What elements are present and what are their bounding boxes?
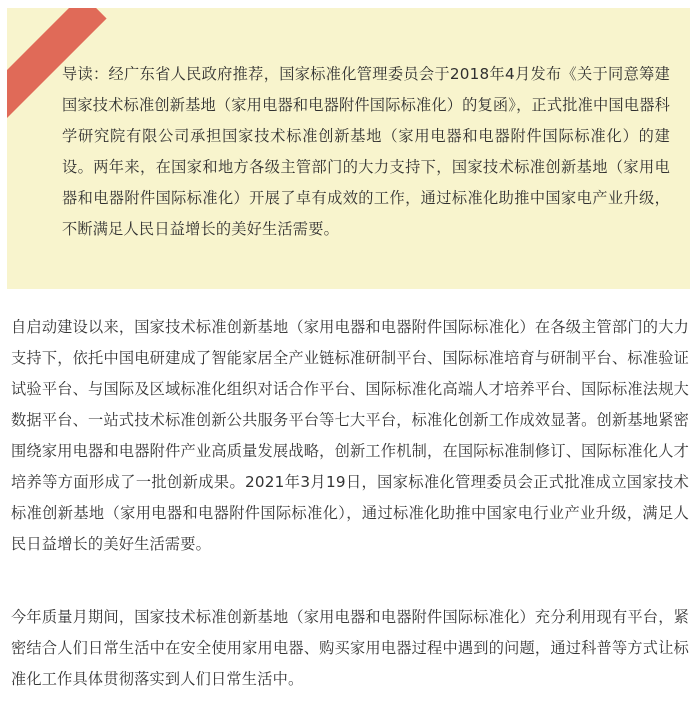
intro-text bbox=[62, 59, 670, 245]
body-paragraph-2: 今年质量月期间，国家技术标准创新基地（家用电器和电器附件国际标准化）充分利用现有平台，紧密结合人们日常生活中在安全使用家用电器、购买家用电器过程中遇到的问题，通过科普等方式让标准化工作具体贯彻落实到人们日常生活中。 bbox=[11, 608, 689, 688]
intro-label: 导读： bbox=[62, 65, 109, 83]
intro-box bbox=[7, 8, 690, 289]
body-paragraph-1: 自启动建设以来，国家技术标准创新基地（家用电器和电器附件国际标准化）在各级主管部门的大力支持下，依托中国电研建成了智能家居全产业链标准研制平台、国际标准培育与研制平台、标准验证试验平台、与国际及区域标准化组织对话合作平台、国际标准化高端人才培养平台、国际标准法规大数据平台、一站式技术标准创新公共服务平台等七大平台，标准化创新工作成效显著。创新基地紧密围绕家用电器和电器附件产业高质量发展战略，创新工作机制，在国际标准制修订、国际标准化人才培养等方面形成了一批创新成果。2021年3月19日，国家标准化管理委员会正式批准成立国家技术标准创新基地（家用电器和电器附件国际标准化），通过标准化助推中国家电行业产业升级，满足人民日益增长的美好生活需要。 bbox=[11, 318, 689, 553]
intro-body: 经广东省人民政府推荐，国家标准化管理委员会于2018年4月发布《关于同意筹建国家技术标准创新基地（家用电器和电器附件国际标准化）的复函》，正式批准中国电器科学研究院有限公司承担国家技术标准创新基地（家用电器和电器附件国际标准化）的建设。两年来，在国家和地方各级主管部门的大力支持下，国家技术标准创新基地（家用电器和电器附件国际标准化）开展了卓有成效的工作，通过标准化助推中国家电产业升级，不断满足人民日益增长的美好生活需要。 bbox=[62, 65, 670, 238]
